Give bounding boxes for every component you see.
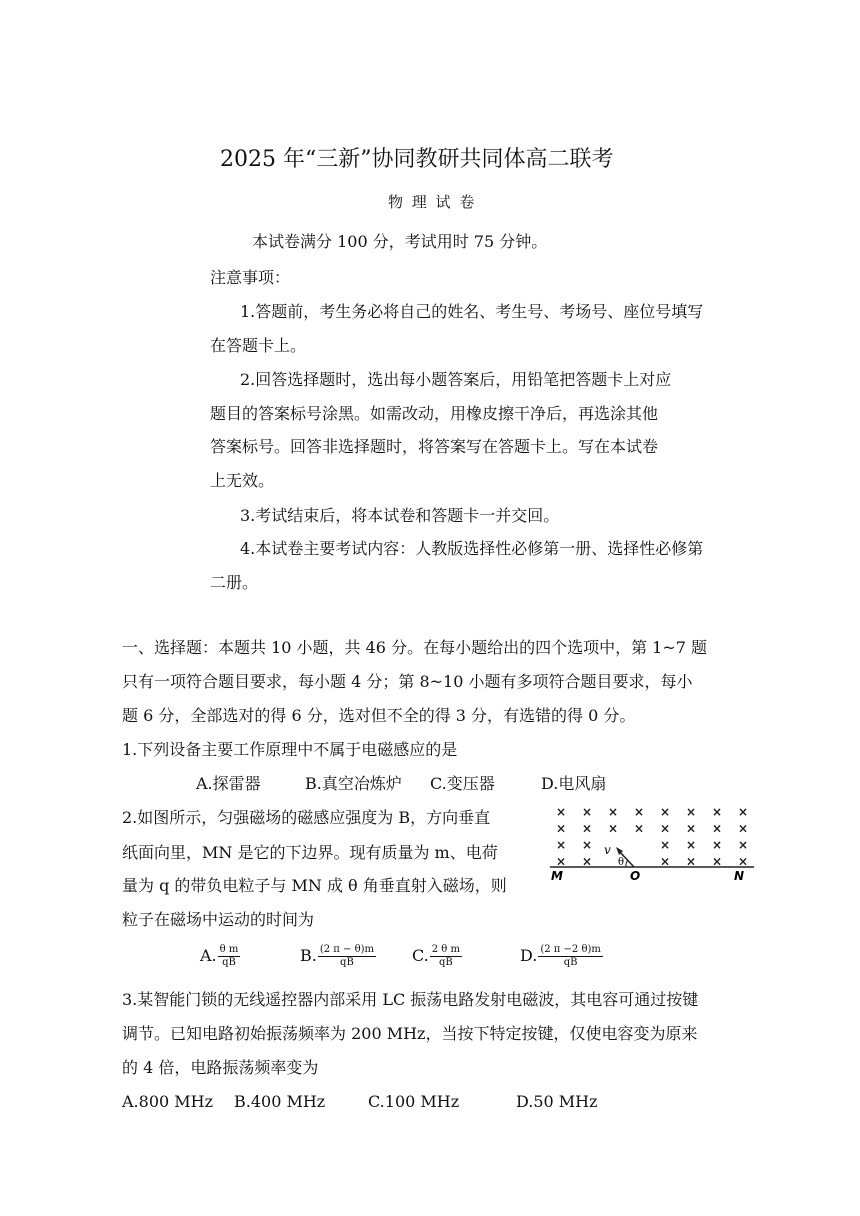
- q3-option-a: A.800 MHz: [122, 1092, 214, 1111]
- q1-option-d: D.电风扇: [541, 774, 607, 793]
- field-cross-mark: ×: [634, 805, 645, 819]
- option-prefix: C.: [412, 946, 429, 965]
- section-instructions-line: 一、选择题：本题共 10 小题，共 46 分。在每小题给出的四个选项中，第 1~7 题: [122, 638, 708, 657]
- note-line: 二册。: [210, 573, 259, 592]
- exam-title: 2025 年“三新”协同教研共同体高二联考: [220, 147, 614, 172]
- label-o: O: [630, 869, 641, 883]
- q1-option-b: B.真空冶炼炉: [305, 774, 402, 793]
- numerator: (2 π − θ)m: [319, 944, 374, 955]
- q1-option-c: C.变压器: [430, 774, 495, 793]
- numerator: θ m: [219, 944, 239, 955]
- exam-subtitle: 物 理 试 卷: [388, 193, 477, 211]
- question-1-stem: 1.下列设备主要工作原理中不属于电磁感应的是: [122, 740, 458, 759]
- field-cross-mark: ×: [738, 821, 749, 836]
- field-cross-mark: ×: [556, 821, 567, 836]
- q1-option-a: A.探雷器: [196, 774, 261, 793]
- field-cross-mark: ×: [582, 805, 593, 819]
- question-2-line: 量为 q 的带负电粒子与 MN 成 θ 角垂直射入磁场，则: [122, 876, 507, 895]
- q2-option-b: [300, 944, 377, 969]
- note-line: 在答题卡上。: [210, 336, 307, 355]
- section-instructions-line: 题 6 分，全部选对的得 6 分，选对但不全的得 3 分，有选错的得 0 分。: [122, 706, 636, 725]
- q2-option-d: [520, 944, 604, 969]
- fraction: [430, 944, 462, 969]
- field-cross-mark: ×: [556, 854, 567, 869]
- field-cross-mark: ×: [686, 821, 697, 836]
- field-cross-mark: ×: [660, 838, 671, 852]
- q3-option-c: C.100 MHz: [368, 1092, 460, 1111]
- field-cross-mark: ×: [712, 838, 723, 852]
- question-3-line: 的 4 倍，电路振荡频率变为: [122, 1058, 319, 1077]
- field-cross-mark: ×: [660, 805, 671, 819]
- fraction: [218, 944, 241, 969]
- field-cross-mark: ×: [634, 821, 645, 836]
- field-crosses: [556, 805, 748, 869]
- field-cross-mark: ×: [582, 854, 593, 869]
- note-line: 3.考试结束后，将本试卷和答题卡一并交回。: [240, 506, 560, 525]
- question-2-line: 粒子在磁场中运动的时间为: [122, 910, 315, 929]
- note-line: 答案标号。回答非选择题时，将答案写在答题卡上。写在本试卷: [210, 437, 659, 456]
- numerator: (2 π −2 θ)m: [540, 944, 601, 955]
- fraction: [538, 944, 603, 969]
- field-cross-mark: ×: [556, 838, 567, 852]
- note-line: 上无效。: [210, 471, 275, 490]
- q3-option-b: B.400 MHz: [234, 1092, 326, 1111]
- magnetic-field-figure: [548, 800, 756, 886]
- section-instructions-line: 只有一项符合题目要求，每小题 4 分；第 8~10 小题有多项符合题目要求，每小: [122, 672, 693, 691]
- fraction: [318, 944, 376, 969]
- field-cross-mark: ×: [608, 821, 619, 836]
- denominator: qB: [222, 957, 236, 968]
- numerator: 2 θ m: [431, 944, 460, 955]
- field-cross-mark: ×: [582, 821, 593, 836]
- field-cross-mark: ×: [712, 821, 723, 836]
- q3-option-d: D.50 MHz: [516, 1092, 598, 1111]
- field-cross-mark: ×: [660, 854, 671, 869]
- field-cross-mark: ×: [738, 838, 749, 852]
- denominator: qB: [563, 957, 578, 968]
- note-line: 1.答题前，考生务必将自己的姓名、考生号、考场号、座位号填写: [240, 302, 704, 321]
- angle-arc: [626, 860, 628, 867]
- label-theta: θ: [618, 857, 625, 868]
- note-line: 4.本试卷主要考试内容：人教版选择性必修第一册、选择性必修第: [240, 539, 704, 558]
- field-cross-mark: ×: [712, 805, 723, 819]
- field-cross-mark: ×: [608, 805, 619, 819]
- label-v: v: [604, 843, 611, 857]
- note-line: 题目的答案标号涂黑。如需改动，用橡皮擦干净后，再选涂其他: [210, 404, 659, 423]
- question-2-line: 2.如图所示，匀强磁场的磁感应强度为 B，方向垂直: [122, 808, 491, 827]
- field-cross-mark: ×: [686, 838, 697, 852]
- denominator: qB: [340, 957, 354, 968]
- field-cross-mark: ×: [712, 854, 723, 869]
- field-cross-mark: ×: [738, 854, 749, 869]
- field-cross-mark: ×: [556, 805, 567, 819]
- field-cross-mark: ×: [738, 805, 749, 819]
- field-cross-mark: ×: [660, 821, 671, 836]
- question-2-line: 纸面向里，MN 是它的下边界。现有质量为 m、电荷: [122, 843, 498, 862]
- question-3-line: 3.某智能门锁的无线遥控器内部采用 LC 振荡电路发射电磁波，其电容可通过按键: [122, 990, 699, 1009]
- question-3-line: 调节。已知电路初始振荡频率为 200 MHz，当按下特定按键，仅使电容变为原来: [122, 1024, 698, 1043]
- q2-option-c: [412, 944, 463, 969]
- notes-heading: 注意事项：: [210, 268, 291, 287]
- field-cross-mark: ×: [582, 838, 593, 852]
- field-cross-mark: ×: [686, 805, 697, 819]
- option-prefix: D.: [520, 946, 538, 965]
- label-m: M: [551, 869, 563, 883]
- note-line: 2.回答选择题时，选出每小题答案后，用铅笔把答题卡上对应: [240, 370, 672, 389]
- label-n: N: [734, 869, 745, 883]
- q2-option-a: [200, 944, 241, 969]
- exam-info: 本试卷满分 100 分，考试用时 75 分钟。: [252, 232, 548, 251]
- field-cross-mark: ×: [686, 854, 697, 869]
- option-prefix: A.: [200, 946, 217, 965]
- denominator: qB: [439, 957, 453, 968]
- option-prefix: B.: [300, 946, 317, 965]
